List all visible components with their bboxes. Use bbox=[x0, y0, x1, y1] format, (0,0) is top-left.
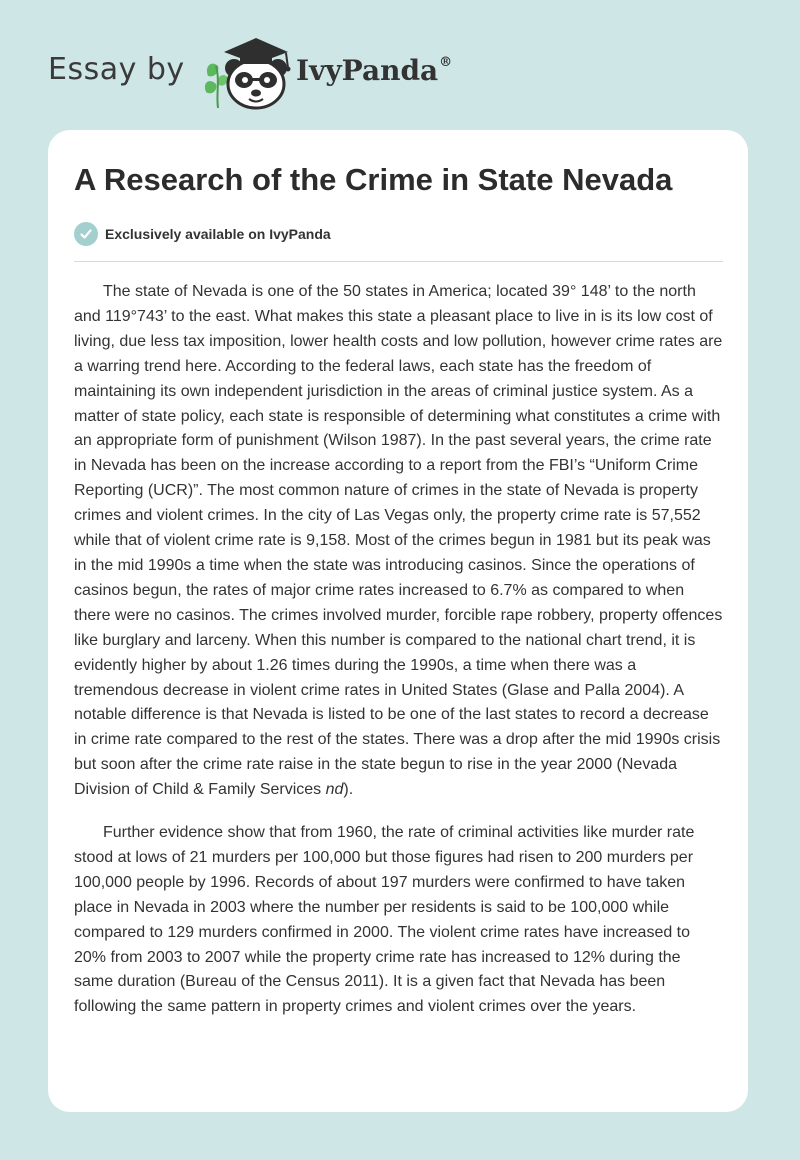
ivypanda-logo-icon[interactable] bbox=[202, 36, 294, 112]
brand-header bbox=[48, 34, 488, 114]
registered-mark: ® bbox=[439, 55, 453, 70]
check-icon bbox=[74, 222, 98, 246]
brand-name-text: IvyPanda bbox=[296, 54, 439, 87]
essay-card bbox=[48, 130, 748, 1112]
paragraph-1-italic: nd bbox=[325, 781, 344, 799]
paragraph: Further evidence show that from 1960, the rate of criminal activities like murder rate stood at lows of 21 murders per 100,000 but those figures had risen to 200 murders per 100,000 people by 1996. Records of about 197 murders were confirmed to have taken place in Nevada in 2003 where the number per residents is said to be 100,000 while compared to 129 murders confirmed in 2000. The violent crime rates have increased to 20% from 2003 to 2007 while the property crime rate has increased to 12% during the same duration (Bureau of the Census 2011). It is a given fact that Nevada has been following the same pattern in property crimes and violent crimes over the years. bbox=[74, 824, 695, 1016]
brand-name bbox=[296, 54, 452, 87]
essay-by-label: Essay by bbox=[48, 52, 185, 87]
page-title: A Research of the Crime in State Nevada bbox=[74, 162, 673, 197]
divider bbox=[74, 261, 723, 262]
paragraph bbox=[74, 280, 723, 803]
essay-body bbox=[74, 280, 723, 1038]
exclusive-badge bbox=[74, 222, 331, 246]
paragraph-1-text: The state of Nevada is one of the 50 states in America; located 39° 148’ to the north and 119°743’ to the east. What makes this state a pleasant place to live in is its low cost of living, due less tax imposition, lower health costs and low pollution, however crime rates are a warring trend here. According to the federal laws, each state has the freedom of maintaining its own independent jurisdiction in the areas of criminal justice system. As a matter of state policy, each state is responsible of determining what constitutes a crime with an appropriate form of punishment (Wilson 1987). In the past several years, the crime rate in Nevada has been on the increase according to a report from the FBI’s “Uniform Crime Reporting (UCR)”. The most common nature of crimes in the state of Nevada is property crimes and violent crimes. In the city of Las Vegas only, the property crime rate is 57,552 while that of violent crime rate is 9,158. Most of the crimes begun in 1981 but its peak was in the mid 1990s a time when the state was introducing casinos. Since the operations of casinos begun, the rates of major crime rates increased to 6.7% as compared to when there were no casinos. The crimes involved murder, forcible rape robbery, property offences like burglary and larceny. When this number is compared to the national chart trend, it is evidently higher by about 1.26 times during the 1990s, a time when there was a tremendous decrease in violent crime rates in United States (Glase and Palla 2004). A notable difference is that Nevada is listed to be one of the last states to record a decrease in crime rate compared to the rest of the states. There was a drop after the mid 1990s crisis but soon after the crime rate raise in the state begun to rise in the year 2000 (Nevada Division of Child & Family Services bbox=[74, 283, 723, 799]
exclusive-label: Exclusively available on IvyPanda bbox=[105, 226, 331, 242]
paragraph-1-end: ). bbox=[343, 781, 354, 799]
